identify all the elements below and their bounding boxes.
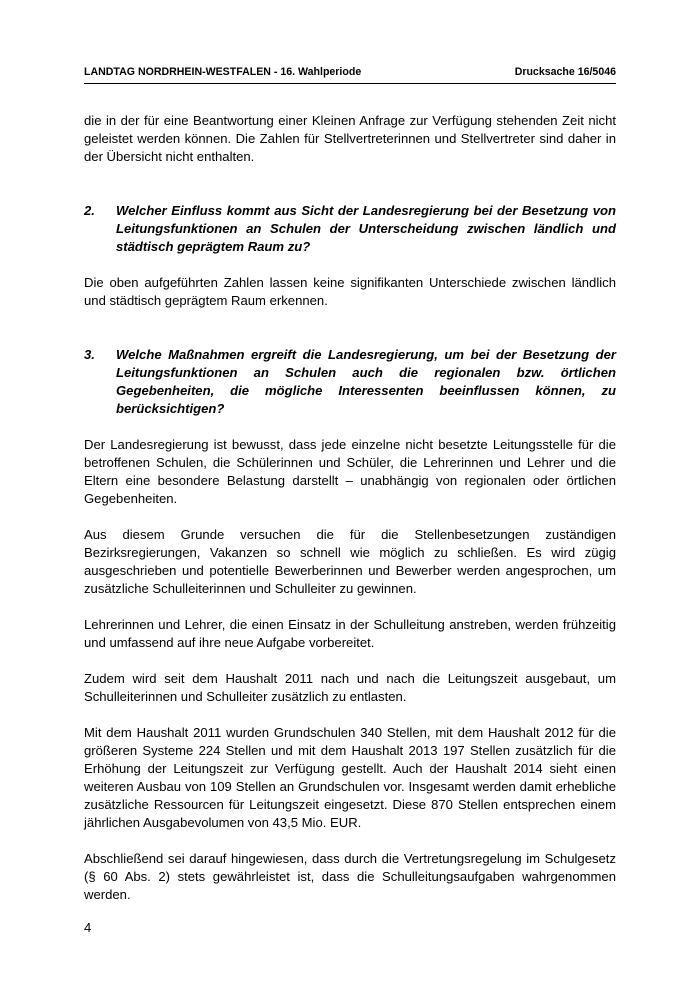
answer-3-paragraph-2: Aus diesem Grunde versuchen die für die Stellenbesetzungen zuständigen Bezirksregierungen, Vakanzen so schnell wie möglich zu schließen. Es wird zügig ausgeschrieben und potentielle Bewerberinnen und Bewerber werden angesprochen, um zusätzliche Schulleiterinnen und Schulleiter zu gewinnen. (84, 527, 616, 596)
answer-3-paragraph-5: Mit dem Haushalt 2011 wurden Grundschulen 340 Stellen, mit dem Haushalt 2012 für die größeren Systeme 224 Stellen und mit dem Haushalt 2013 197 Stellen zusätzlich für die Erhöhung der Leitungszeit zur Verfügung gestellt. Auch der Haushalt 2014 sieht einen weiteren Ausbau von 109 Stellen an Grundschulen vor. Insgesamt werden damit erhebliche zusätzliche Ressourcen für Leitungszeit eingesetzt. Diese 870 Stellen entsprechen einem jährlichen Ausgabevolumen von 43,5 Mio. EUR. (84, 725, 616, 830)
answer-3-paragraph-3: Lehrerinnen und Lehrer, die einen Einsatz in der Schulleitung anstreben, werden frühzeitig und umfassend auf ihre neue Aufgabe vorbereitet. (84, 617, 616, 650)
intro-paragraph: die in der für eine Beantwortung einer Kleinen Anfrage zur Verfügung stehenden Zeit nicht geleistet werden können. Die Zahlen für Stellvertreterinnen und Stellvertreter sind daher in der Übersicht nicht enthalten. (84, 113, 616, 164)
answer-3-paragraph-4: Zudem wird seit dem Haushalt 2011 nach und nach die Leitungszeit ausgebaut, um Schulleiterinnen und Schulleiter zusätzlich zu entlasten. (84, 671, 616, 704)
question-3-text: Welche Maßnahmen ergreift die Landesregierung, um bei der Besetzung der Leitungsfunktionen an Schulen auch die regionalen bzw. örtlichen Gegebenheiten, die mögliche Interessenten beeinflussen können, zu berücksichtigen? (116, 347, 616, 416)
document-body (84, 112, 616, 904)
question-3 (84, 346, 616, 418)
page-header (84, 66, 616, 78)
document-number: Drucksache 16/5046 (514, 66, 616, 78)
question-2-number: 2. (84, 203, 95, 218)
answer-3-paragraph-1: Der Landesregierung ist bewusst, dass jede einzelne nicht besetzte Leitungsstelle für die betroffenen Schulen, die Schülerinnen und Schüler, die Lehrerinnen und Lehrer und die Eltern eine besondere Belastung darstellt – unabhängig von regionalen oder örtlichen Gegebenheiten. (84, 437, 616, 506)
page-number: 4 (84, 920, 92, 935)
header-title: LANDTAG NORDRHEIN-WESTFALEN - 16. Wahlperiode (84, 66, 362, 78)
answer-3-paragraph-6: Abschließend sei darauf hingewiesen, dass durch die Vertretungsregelung im Schulgesetz (§ 60 Abs. 2) stets gewährleistet ist, dass die Schulleitungsaufgaben wahrgenommen werden. (84, 851, 616, 902)
answer-2: Die oben aufgeführten Zahlen lassen keine signifikanten Unterschiede zwischen ländlich und städtisch geprägtem Raum erkennen. (84, 275, 616, 308)
question-3-number: 3. (84, 347, 95, 362)
question-2 (84, 202, 616, 256)
header-rule (84, 83, 616, 84)
question-2-text: Welcher Einfluss kommt aus Sicht der Landesregierung bei der Besetzung von Leitungsfunktionen an Schulen der Unterscheidung zwischen ländlich und städtisch geprägtem Raum zu? (116, 203, 616, 254)
